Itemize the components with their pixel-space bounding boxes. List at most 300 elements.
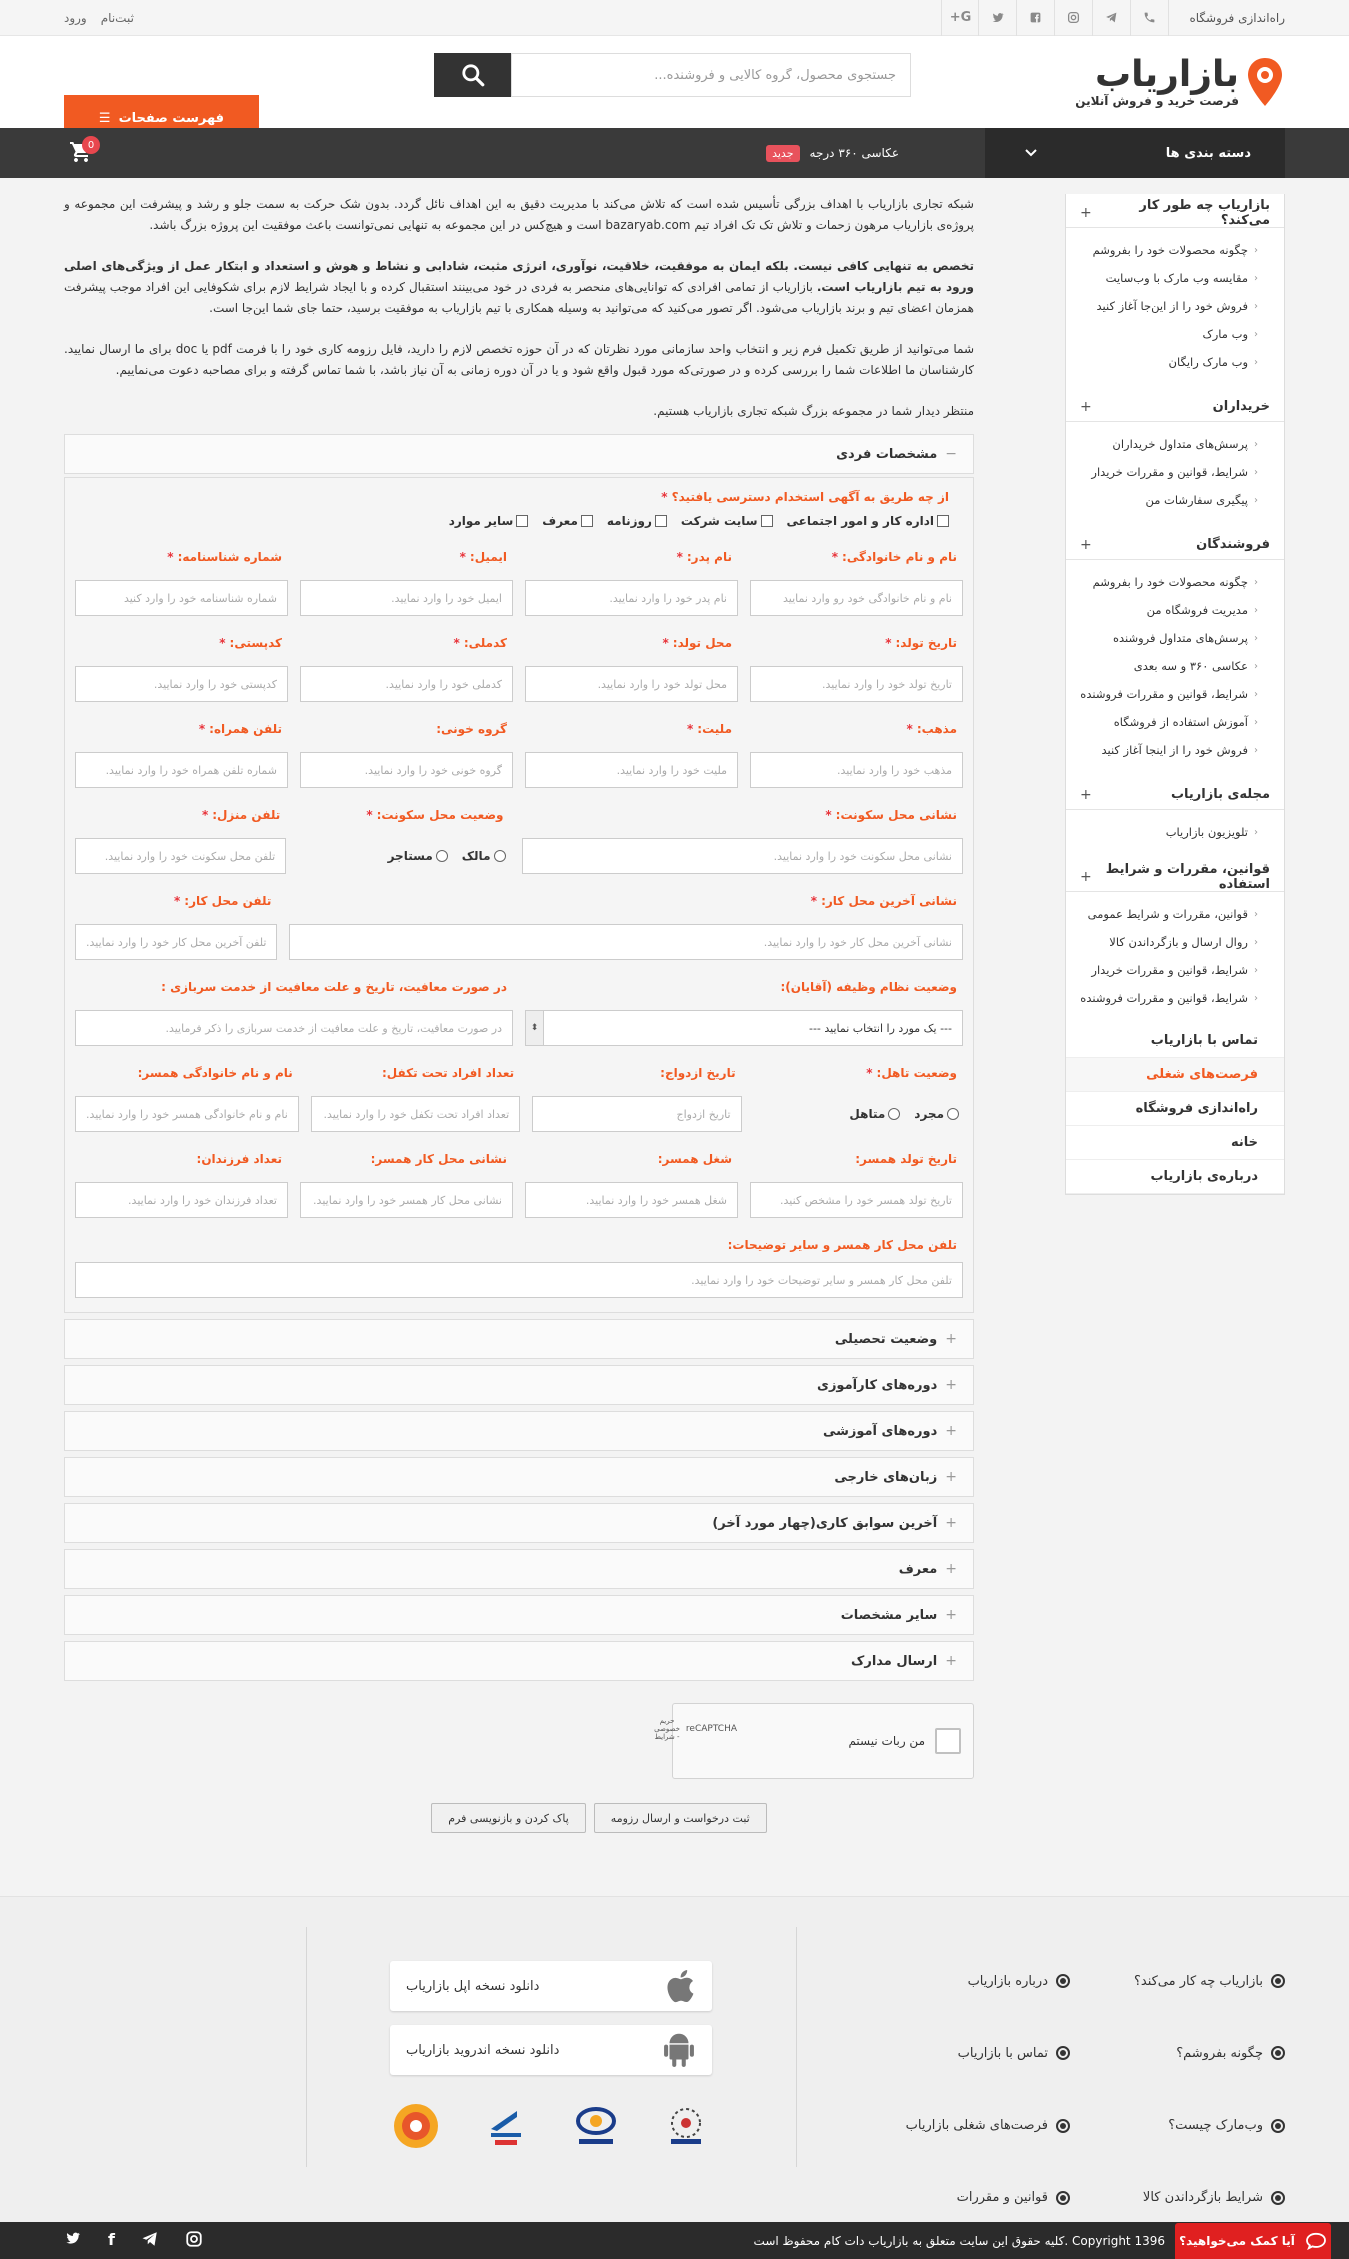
footer-link-label: شرایط بازگرداندن کالا bbox=[1142, 2190, 1263, 2206]
sidebar-link[interactable]: راه‌اندازی فروشگاه bbox=[1066, 1092, 1284, 1126]
marriage-date-input[interactable]: تاریخ ازدواج bbox=[532, 1096, 741, 1132]
help-chat-button[interactable] bbox=[1175, 2223, 1331, 2259]
radio-tenant[interactable] bbox=[388, 849, 448, 863]
sidebar-item-label: وب مارک bbox=[1202, 327, 1248, 341]
source-label: اداره کار و امور اجتماعی bbox=[786, 514, 934, 528]
sidebar-section-header[interactable] bbox=[1066, 198, 1284, 228]
sidebar-section-title: خریداران bbox=[1212, 399, 1270, 414]
accordion-title: ارسال مدارک bbox=[851, 1653, 938, 1669]
chevron-left-icon: ‹ bbox=[1254, 576, 1258, 588]
plus-icon: + bbox=[1080, 786, 1092, 803]
bullet-icon bbox=[1056, 2119, 1070, 2133]
ios-app-button[interactable] bbox=[390, 1961, 712, 2011]
accordion-header[interactable] bbox=[64, 1641, 974, 1681]
radio-owner[interactable] bbox=[462, 849, 506, 863]
marital-label-text: وضعیت تاهل: bbox=[876, 1066, 957, 1080]
sidebar-section-title: بازاریاب چه طور کار می‌کند؟ bbox=[1139, 197, 1270, 228]
store-setup-link[interactable]: راه‌اندازی فروشگاه bbox=[1189, 10, 1285, 25]
owner-label: مالک bbox=[461, 849, 491, 863]
accordion-header[interactable] bbox=[64, 1503, 974, 1543]
plus-icon: + bbox=[945, 1607, 957, 1623]
sidebar-section-header[interactable] bbox=[1066, 780, 1284, 810]
footer-link[interactable] bbox=[1070, 2102, 1285, 2150]
trust-badges bbox=[390, 2100, 712, 2152]
field-label: نام پدر: * bbox=[676, 550, 732, 564]
plus-icon: + bbox=[945, 1515, 957, 1531]
sidebar-section-title: مجله‌ی بازاریاب bbox=[1170, 787, 1270, 802]
chat-icon bbox=[1305, 2232, 1327, 2250]
sidebar-item-label: پرسش‌های متداول خریداران bbox=[1112, 437, 1248, 451]
field-label: کدملی: * bbox=[453, 636, 507, 650]
military-select[interactable] bbox=[525, 1010, 963, 1046]
field-input[interactable]: شماره تلفن همراه خود را وارد نمایید. bbox=[75, 752, 288, 788]
work-phone-label: تلفن محل کار: * bbox=[173, 894, 272, 908]
bullet-icon bbox=[1271, 2191, 1285, 2205]
chevron-left-icon: ‹ bbox=[1254, 908, 1258, 920]
submit-button[interactable]: ثبت درخواست و ارسال رزومه bbox=[594, 1803, 767, 1833]
work-address-label: نشانی آخرین محل کار: * bbox=[810, 894, 957, 908]
work-address-input[interactable]: نشانی آخرین محل کار خود را وارد نمایید. bbox=[289, 924, 963, 960]
cart-count-badge: 0 bbox=[82, 136, 100, 154]
login-link[interactable]: ورود bbox=[64, 10, 87, 25]
accordion-header[interactable] bbox=[64, 1411, 974, 1451]
sidebar-item-label: شرایط، قوانین و مقررات فروشنده bbox=[1080, 991, 1248, 1005]
telegram-footer-icon[interactable] bbox=[141, 2230, 159, 2252]
field-label: ایمیل: * bbox=[459, 550, 507, 564]
field-label: نام و نام خانوادگی: * bbox=[831, 550, 957, 564]
accordion-header[interactable] bbox=[64, 1595, 974, 1635]
sidebar-item-label: فروش خود را از اینجا آغاز کنید bbox=[1101, 743, 1248, 757]
spouse-job-label: شغل همسر: bbox=[657, 1152, 732, 1166]
source-checkboxes bbox=[75, 514, 963, 528]
chevron-left-icon: ‹ bbox=[1254, 356, 1258, 368]
intro-paragraph-4: منتظر دیدار شما در مجموعه بزرگ شبکه تجاری بازاریاب هستیم. bbox=[653, 404, 974, 418]
bottom-bar bbox=[0, 2222, 1349, 2259]
checkbox-icon bbox=[937, 515, 949, 527]
sidebar-item-label: عکاسی ۳۶۰ و سه بعدی bbox=[1133, 659, 1248, 673]
accordion-title: زبان‌های خارجی bbox=[834, 1469, 938, 1485]
chevron-left-icon: ‹ bbox=[1254, 992, 1258, 1004]
field-label-text: تلفن همراه: bbox=[209, 722, 282, 736]
dependents-input[interactable]: تعداد افراد تحت تکفل خود را وارد نمایید. bbox=[311, 1096, 520, 1132]
location-pin-icon bbox=[1245, 56, 1285, 108]
logo-tagline: فرصت خرید و فروش آنلاین bbox=[1075, 94, 1239, 108]
accordion-header[interactable] bbox=[64, 1549, 974, 1589]
chevron-left-icon: ‹ bbox=[1254, 328, 1258, 340]
field-label-text: ملیت: bbox=[697, 722, 732, 736]
intro-paragraph-1: شبکه تجاری بازاریاب با اهداف بزرگی تأسیس شده است که تلاش می‌کند با مدیریت دقیق به این اهداف نائل گردد. بدون شک حرکت به سمت جلو و رشد و پیشرفت این مجموعه و پروژه‌ی بازاریاب مرهون زحمات و تلاش تک تک افراد تیم bazaryab.com است و هیچ‌کس در این مجموعه به تنهایی نمی‌توانست باعث موفقیت این پروژه بزرگ باشد. bbox=[64, 197, 974, 232]
children-label: تعداد فرزندان: bbox=[196, 1152, 282, 1166]
home-phone-label-text: تلفن منزل: bbox=[212, 808, 281, 822]
address-input[interactable]: نشانی محل سکونت خود را وارد نمایید. bbox=[522, 838, 964, 874]
categories-label: دسته بندی ها bbox=[1165, 145, 1251, 161]
exemption-label: در صورت معافیت، تاریخ و علت معافیت از خدمت سربازی : bbox=[161, 980, 507, 994]
cart-button[interactable] bbox=[64, 140, 94, 168]
sidebar-item-label: پیگیری سفارشات من bbox=[1145, 493, 1248, 507]
instagram-footer-icon[interactable] bbox=[185, 2230, 203, 2252]
nav-bar bbox=[0, 128, 1349, 178]
spouse-phone-label: تلفن محل کار همسر و سایر توضیحات: bbox=[727, 1238, 957, 1252]
intro-paragraph-2-rest: بازاریاب از تمامی افرادی که توانایی‌های منحصر به فردی در خود می‌بینند استقبال کرده و با ایجاد شرایط لازم برای شکوفایی این افراد موجب پیشرفت همزمان اعضای تیم و برند بازاریاب می‌شود. اگر تصور می‌کنید که می‌توانید به وسیله همکاری با تیم بازاریاب به موفقیت برسید، حتما جای شما این‌جا است. bbox=[64, 280, 974, 315]
accordion-title: آخرین سوابق کاری(چهار مورد آخر) bbox=[712, 1515, 938, 1531]
bullet-icon bbox=[1271, 2119, 1285, 2133]
sidebar-item[interactable] bbox=[1066, 458, 1284, 486]
field-label-text: نام پدر: bbox=[686, 550, 732, 564]
accordion-title: دوره‌های کارآموزی bbox=[817, 1377, 938, 1393]
mellat-payment-badge-icon[interactable] bbox=[570, 2100, 622, 2152]
field-input[interactable]: مذهب خود را وارد نمایید. bbox=[750, 752, 963, 788]
source-label: سایر موارد bbox=[448, 514, 514, 528]
sidebar-item[interactable] bbox=[1066, 928, 1284, 956]
sidebar-section-header[interactable] bbox=[1066, 862, 1284, 892]
chevron-down-icon bbox=[1025, 149, 1037, 157]
bank-mellat-badge-icon[interactable] bbox=[480, 2100, 532, 2152]
instagram-icon[interactable] bbox=[1055, 0, 1093, 36]
chevron-left-icon: ‹ bbox=[1254, 826, 1258, 838]
sidebar-item-label: پرسش‌های متداول فروشنده bbox=[1112, 631, 1248, 645]
military-select-value: --- یک مورد را انتخاب نمایید --- bbox=[808, 1021, 952, 1035]
field-label-text: محل تولد: bbox=[672, 636, 732, 650]
chevron-left-icon: ‹ bbox=[1254, 936, 1258, 948]
chevron-left-icon: ‹ bbox=[1254, 716, 1258, 728]
plus-icon: + bbox=[1080, 204, 1092, 221]
footer-link-label: تماس با بازاریاب bbox=[957, 2045, 1048, 2061]
spouse-job-input[interactable]: شغل همسر خود را وارد نمایید. bbox=[525, 1182, 738, 1218]
promo-link[interactable] bbox=[766, 128, 899, 178]
spouse-work-label: نشانی محل کار همسر: bbox=[370, 1152, 507, 1166]
plus-icon: + bbox=[945, 1377, 957, 1393]
source-checkbox[interactable] bbox=[607, 514, 667, 528]
field-label-text: مذهب: bbox=[916, 722, 957, 736]
sidebar-item[interactable] bbox=[1066, 984, 1284, 1012]
bullet-icon bbox=[1056, 2191, 1070, 2205]
sidebar-item-label: وب مارک رایگان bbox=[1168, 355, 1248, 369]
field-input[interactable]: ملیت خود را وارد نمایید. bbox=[525, 752, 738, 788]
plus-icon: + bbox=[945, 1331, 957, 1347]
sidebar-section-header[interactable] bbox=[1066, 530, 1284, 560]
chevron-left-icon: ‹ bbox=[1254, 744, 1258, 756]
tenant-label: مستاجر bbox=[387, 849, 433, 863]
sidebar-item-label: شرایط، قوانین و مقررات خریدار bbox=[1091, 963, 1248, 977]
sidebar-item[interactable] bbox=[1066, 900, 1284, 928]
footer-link-label: وب‌مارک چیست؟ bbox=[1168, 2118, 1263, 2134]
sidebar-item-label: تلویزیون بازاریاب bbox=[1165, 825, 1248, 839]
sidebar-item[interactable] bbox=[1066, 624, 1284, 652]
sidebar-section-list bbox=[1066, 422, 1284, 526]
checkbox-icon bbox=[761, 515, 773, 527]
address-label: نشانی محل سکونت: * bbox=[825, 808, 957, 822]
plus-icon: + bbox=[1080, 398, 1092, 415]
work-phone-input[interactable]: تلفن آخرین محل کار خود را وارد نمایید. bbox=[75, 924, 277, 960]
accordion-title: مشخصات فردی bbox=[836, 446, 938, 462]
field-label-text: گروه خونی: bbox=[436, 722, 507, 736]
sidebar-item[interactable] bbox=[1066, 264, 1284, 292]
field-input[interactable]: نام و نام خانوادگی خود رو وارد نمایید bbox=[750, 580, 963, 616]
footer-link-label: چگونه بفروشم؟ bbox=[1176, 2045, 1263, 2061]
footer-link[interactable] bbox=[1070, 2174, 1285, 2222]
sidebar-item[interactable] bbox=[1066, 956, 1284, 984]
spouse-phone-input[interactable]: تلفن محل کار همسر و سایر توضیحات خود را وارد نمایید. bbox=[75, 1262, 963, 1298]
sidebar-section-list bbox=[1066, 892, 1284, 1024]
source-checkbox[interactable] bbox=[542, 514, 593, 528]
sidebar-item[interactable] bbox=[1066, 652, 1284, 680]
field-input[interactable]: ایمیل خود را وارد نمایید. bbox=[300, 580, 513, 616]
search-button[interactable] bbox=[434, 53, 511, 97]
android-app-label: دانلود نسخه اندروید بازاریاب bbox=[406, 2042, 560, 2058]
sidebar-item-label: شرایط، قوانین و مقررات خریدار bbox=[1091, 465, 1248, 479]
source-checkbox[interactable] bbox=[681, 514, 773, 528]
sidebar-item[interactable] bbox=[1066, 680, 1284, 708]
plus-icon: + bbox=[945, 1423, 957, 1439]
field-label-text: نام و نام خانوادگی: bbox=[842, 550, 957, 564]
copyright-text: Copyright 1396 .کلیه حقوق این سایت متعلق به بازاریاب دات کام محفوظ است bbox=[753, 2233, 1165, 2248]
search-bar bbox=[434, 53, 911, 97]
bullet-icon bbox=[1271, 2046, 1285, 2060]
recaptcha-label: من ربات نیستم bbox=[848, 1734, 925, 1748]
ios-app-label: دانلود نسخه اپل بازاریاب bbox=[406, 1978, 540, 1994]
sidebar-item[interactable] bbox=[1066, 430, 1284, 458]
source-checkbox[interactable] bbox=[449, 514, 529, 528]
sidebar-item-label: روال ارسال و بازگرداندن کالا bbox=[1109, 935, 1248, 949]
checkbox-icon bbox=[581, 515, 593, 527]
top-bar bbox=[0, 0, 1349, 36]
married-label: متاهل bbox=[849, 1107, 886, 1121]
radio-single[interactable] bbox=[914, 1107, 959, 1121]
footer-link-label: درباره بازاریاب bbox=[967, 1973, 1048, 1989]
field-label: مذهب: * bbox=[906, 722, 957, 736]
source-checkbox[interactable] bbox=[787, 514, 949, 528]
sidebar-link[interactable]: تماس با بازاریاب bbox=[1066, 1024, 1284, 1058]
apple-icon bbox=[662, 1967, 696, 2005]
sidebar-item-label: آموزش استفاده از فروشگاه bbox=[1113, 715, 1248, 729]
field-label bbox=[300, 718, 513, 740]
field-label: تلفن همراه: * bbox=[198, 722, 282, 736]
sidebar-item[interactable] bbox=[1066, 818, 1284, 846]
marriage-date-label: تاریخ ازدواج: bbox=[660, 1066, 736, 1080]
marital-label: وضعیت تاهل: * bbox=[866, 1066, 957, 1080]
sidebar-item-label: مقایسه وب مارک با وب‌سایت bbox=[1105, 271, 1248, 285]
chevron-left-icon: ‹ bbox=[1254, 604, 1258, 616]
sidebar-item-label: قوانین، مقررات و شرایط عمومی bbox=[1087, 907, 1248, 921]
home-phone-input[interactable]: تلفن محل سکونت خود را وارد نمایید. bbox=[75, 838, 286, 874]
footer-link[interactable] bbox=[1070, 1957, 1285, 2005]
sidebar-item[interactable] bbox=[1066, 348, 1284, 376]
search-input[interactable] bbox=[511, 53, 911, 97]
field-input[interactable]: نام پدر خود را وارد نمایید. bbox=[525, 580, 738, 616]
bullet-icon bbox=[1056, 1974, 1070, 1988]
field-input[interactable]: تاریخ تولد خود را وارد نمایید. bbox=[750, 666, 963, 702]
sidebar-link[interactable]: درباره‌ی بازاریاب bbox=[1066, 1160, 1284, 1194]
checkbox-icon bbox=[655, 515, 667, 527]
source-question-text: از چه طریق به آگهی استخدام دسترسی یافتید؟ bbox=[671, 490, 949, 504]
residence-label: وضعیت محل سکونت: * bbox=[366, 808, 504, 822]
field-input[interactable]: کدملی خود را وارد نمایید. bbox=[300, 666, 513, 702]
minus-icon: − bbox=[945, 446, 957, 462]
accordion-title: دوره‌های آموزشی bbox=[822, 1423, 938, 1439]
sidebar-item[interactable] bbox=[1066, 568, 1284, 596]
sidebar-section-list bbox=[1066, 810, 1284, 858]
intro-paragraph-2-bold: تخصص به تنهایی کافی نیست. بلکه ایمان به موفقیت، خلاقیت، نوآوری، انرژی مثبت، شادابی و نشاط و هوش و استعداد و ابتکار عمل از ویژگی‌های اصلی ورود به تیم بازاریاب است. bbox=[64, 259, 974, 294]
work-phone-label-text: تلفن محل کار: bbox=[184, 894, 272, 908]
help-label: آیا کمک می‌خواهید؟ bbox=[1179, 2234, 1295, 2248]
exemption-input[interactable]: در صورت معافیت، تاریخ و علت معافیت از خدمت سربازی را ذکر فرمایید. bbox=[75, 1010, 513, 1046]
accordion-title: سایر مشخصات bbox=[840, 1607, 938, 1623]
sidebar-section-list bbox=[1066, 228, 1284, 388]
footer-link[interactable] bbox=[855, 2029, 1070, 2077]
footer-link[interactable] bbox=[1070, 2029, 1285, 2077]
footer-link-label: قوانین و مقررات bbox=[956, 2190, 1048, 2206]
chevron-left-icon: ‹ bbox=[1254, 438, 1258, 450]
accordion-header[interactable] bbox=[64, 1319, 974, 1359]
sidebar-item-label: فروش خود را از این‌جا آغاز کنید bbox=[1096, 299, 1248, 313]
logo-name: بازاریاب bbox=[1094, 54, 1239, 95]
footer-link[interactable] bbox=[855, 2174, 1070, 2222]
single-label: مجرد bbox=[914, 1107, 944, 1121]
chevron-left-icon: ‹ bbox=[1254, 688, 1258, 700]
chevron-left-icon: ‹ bbox=[1254, 494, 1258, 506]
spouse-work-input[interactable]: نشانی محل کار همسر خود را وارد نمایید. bbox=[300, 1182, 513, 1218]
twitter-footer-icon[interactable] bbox=[64, 2230, 82, 2252]
chevron-left-icon: ‹ bbox=[1254, 466, 1258, 478]
sidebar-item[interactable] bbox=[1066, 292, 1284, 320]
accordion-header[interactable] bbox=[64, 1365, 974, 1405]
sidebar-item[interactable] bbox=[1066, 320, 1284, 348]
radio-married[interactable] bbox=[849, 1107, 900, 1121]
chevron-left-icon: ‹ bbox=[1254, 300, 1258, 312]
recaptcha-terms[interactable]: حریم خصوصی - شرایط bbox=[654, 1717, 680, 1741]
field-input[interactable]: گروه خونی خود را وارد نمایید. bbox=[300, 752, 513, 788]
hamburger-icon: ☰ bbox=[98, 110, 111, 126]
field-label: محل تولد: * bbox=[662, 636, 732, 650]
field-label-text: ایمیل: bbox=[469, 550, 507, 564]
recaptcha-checkbox[interactable] bbox=[935, 1728, 961, 1754]
sidebar-item[interactable] bbox=[1066, 486, 1284, 514]
accordion-title: معرف bbox=[898, 1561, 938, 1577]
footer-links bbox=[855, 1957, 1285, 2222]
form-buttons bbox=[64, 1803, 974, 1833]
field-input[interactable]: محل تولد خود را وارد نمایید. bbox=[525, 666, 738, 702]
plus-icon: + bbox=[1080, 536, 1092, 553]
android-icon bbox=[662, 2031, 696, 2069]
header bbox=[0, 36, 1349, 128]
footer-link-label: فرصت‌های شغلی بازاریاب bbox=[905, 2118, 1048, 2134]
register-link[interactable]: ثبت‌نام bbox=[100, 10, 134, 25]
samandehi-badge-icon[interactable] bbox=[660, 2100, 712, 2152]
reset-button[interactable]: پاک کردن و بازنویسی فرم bbox=[431, 1803, 586, 1833]
new-badge: جدید bbox=[766, 145, 799, 162]
chevron-left-icon: ‹ bbox=[1254, 272, 1258, 284]
chevron-left-icon: ‹ bbox=[1254, 964, 1258, 976]
field-label: کدپستی: * bbox=[219, 636, 282, 650]
accordion-personal-info[interactable] bbox=[64, 434, 974, 474]
plus-icon: + bbox=[945, 1653, 957, 1669]
field-label-text: شماره شناسنامه: bbox=[177, 550, 282, 564]
recaptcha-brand: reCAPTCHA bbox=[685, 1724, 737, 1734]
chevron-left-icon: ‹ bbox=[1254, 660, 1258, 672]
source-question: از چه طریق به آگهی استخدام دسترسی یافتید؟ * bbox=[661, 490, 949, 504]
phone-icon[interactable] bbox=[1131, 0, 1169, 36]
sidebar-link[interactable]: خانه bbox=[1066, 1126, 1284, 1160]
personal-info-form bbox=[64, 477, 974, 1313]
sidebar-section-header[interactable] bbox=[1066, 392, 1284, 422]
categories-dropdown[interactable] bbox=[985, 128, 1285, 178]
field-label: ملیت: * bbox=[686, 722, 732, 736]
field-label: تاریخ تولد: * bbox=[885, 636, 957, 650]
chevron-left-icon: ‹ bbox=[1254, 244, 1258, 256]
sidebar-item-label: شرایط، قوانین و مقررات فروشنده bbox=[1080, 687, 1248, 701]
sidebar bbox=[1065, 194, 1285, 1195]
source-label: معرف bbox=[542, 514, 578, 528]
sidebar-item[interactable] bbox=[1066, 708, 1284, 736]
enamad-badge-icon[interactable] bbox=[390, 2100, 442, 2152]
sidebar-item-label: چگونه محصولات خود را بفروشم bbox=[1092, 575, 1248, 589]
children-input[interactable]: تعداد فرزندان خود را وارد نمایید. bbox=[75, 1182, 288, 1218]
recaptcha-widget bbox=[654, 1703, 974, 1779]
sidebar-section-list bbox=[1066, 560, 1284, 776]
sidebar-item-label: مدیریت فروشگاه من bbox=[1146, 603, 1248, 617]
facebook-icon[interactable] bbox=[1017, 0, 1055, 36]
plus-icon: + bbox=[945, 1561, 957, 1577]
sidebar-item[interactable] bbox=[1066, 596, 1284, 624]
sidebar-link[interactable]: فرصت‌های شغلی bbox=[1066, 1058, 1284, 1092]
field-label: شماره شناسنامه: * bbox=[167, 550, 282, 564]
spouse-name-input[interactable]: نام و نام خانوادگی همسر خود را وارد نمایید. bbox=[75, 1096, 299, 1132]
sidebar-item[interactable] bbox=[1066, 736, 1284, 764]
footer-link[interactable] bbox=[855, 1957, 1070, 2005]
spouse-birth-input[interactable]: تاریخ تولد همسر خود را مشخص کنید. bbox=[750, 1182, 963, 1218]
footer-link-label: بازاریاب چه کار می‌کند؟ bbox=[1133, 1973, 1263, 1989]
spouse-name-label: نام و نام خانوادگی همسر: bbox=[137, 1066, 293, 1080]
logo[interactable] bbox=[1075, 56, 1285, 108]
twitter-icon[interactable] bbox=[979, 0, 1017, 36]
field-label-text: تاریخ تولد: bbox=[895, 636, 957, 650]
intro-paragraph-3: شما می‌توانید از طریق تکمیل فرم زیر و انتخاب واحد سازمانی مورد نظرتان که در آن حوزه تخصص لازم را دارید، فایل رزومه کاری خود را با فرمت pdf یا doc برای ما ارسال نمایید. کارشناسان ما اطلاعات شما را بررسی کرده و در صورتی‌که مورد قبول واقع شود و یا در آن دوره زمانی به آن نیاز باشد، با شما تماس گرفته و برای مصاحبه دعوت می‌نماییم. bbox=[64, 342, 974, 377]
sidebar-section-title: قوانین، مقررات و شرایط استفاده bbox=[1105, 861, 1270, 892]
bullet-icon bbox=[1271, 1974, 1285, 1988]
footer-link[interactable] bbox=[855, 2102, 1070, 2150]
home-phone-label: تلفن منزل: * bbox=[201, 808, 281, 822]
field-input[interactable]: کدپستی خود را وارد نمایید. bbox=[75, 666, 288, 702]
work-address-label-text: نشانی آخرین محل کار: bbox=[821, 894, 957, 908]
field-input[interactable]: شماره شناسنامه خود را وارد کنید bbox=[75, 580, 288, 616]
checkbox-icon bbox=[516, 515, 528, 527]
promo-label: عکاسی ۳۶۰ درجه bbox=[809, 146, 899, 160]
facebook-footer-icon[interactable]: f bbox=[108, 2229, 115, 2249]
google-plus-icon[interactable]: G+ bbox=[941, 0, 979, 36]
spouse-birth-label: تاریخ تولد همسر: bbox=[855, 1152, 957, 1166]
recaptcha-logo bbox=[654, 1714, 743, 1744]
menu-button-label: فهرست صفحات bbox=[118, 110, 225, 126]
field-label-text: کدملی: bbox=[463, 636, 507, 650]
plus-icon: + bbox=[945, 1469, 957, 1485]
accordion-title: وضعیت تحصیلی bbox=[834, 1331, 938, 1347]
android-app-button[interactable] bbox=[390, 2025, 712, 2075]
source-label: روزنامه bbox=[606, 514, 652, 528]
plus-icon: + bbox=[1080, 868, 1092, 885]
accordion-header[interactable] bbox=[64, 1457, 974, 1497]
address-label-text: نشانی محل سکونت: bbox=[835, 808, 957, 822]
chevron-left-icon: ‹ bbox=[1254, 632, 1258, 644]
intro-paragraph-2 bbox=[64, 256, 974, 319]
search-icon bbox=[460, 62, 486, 88]
military-label: وضعیت نظام وظیفه (آقایان): bbox=[780, 980, 957, 994]
dependents-label: تعداد افراد تحت تکفل: bbox=[381, 1066, 515, 1080]
sidebar-item[interactable] bbox=[1066, 236, 1284, 264]
sidebar-item-label: چگونه محصولات خود را بفروشم bbox=[1092, 243, 1248, 257]
telegram-icon[interactable] bbox=[1093, 0, 1131, 36]
select-arrow-icon: ⬍ bbox=[526, 1011, 544, 1045]
bullet-icon bbox=[1056, 2046, 1070, 2060]
